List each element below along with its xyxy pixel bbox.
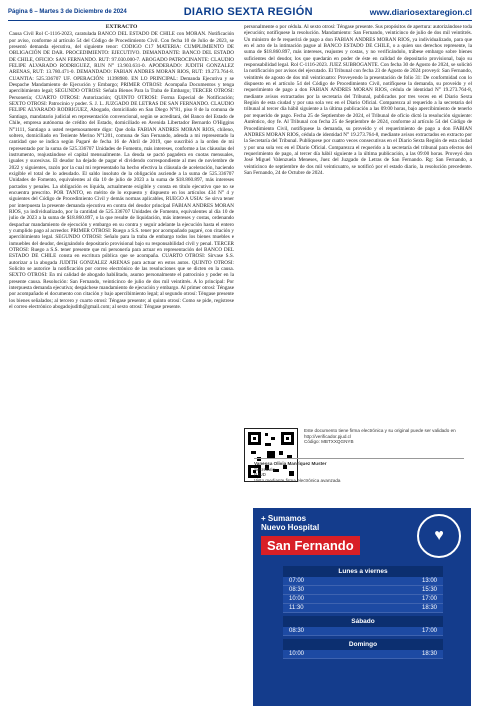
schedule-row: [283, 650, 443, 659]
schedule-time: 10:00: [289, 651, 305, 657]
ad-headline-line2: Nuevo Hospital: [261, 523, 320, 532]
extracto-title: EXTRACTO: [105, 24, 138, 30]
schedule-time: 08:30: [289, 587, 305, 593]
ad-badge: San Fernando: [261, 536, 360, 555]
newspaper-title: DIARIO SEXTA REGIÓN: [183, 6, 313, 18]
schedule-row: [283, 627, 443, 636]
schedule-time: 11:30: [289, 605, 304, 611]
hospital-advertisement: [253, 508, 471, 706]
schedule-header-weekdays: Lunes a viernes: [283, 566, 443, 577]
schedule-time: 08:30: [289, 628, 305, 634]
schedule-time: 18:30: [421, 605, 437, 611]
schedule-time: 13:00: [421, 578, 437, 584]
extracto-body-right: personalmente o por cédula. Al sexto otrosí: Téngase presente. Sus propósitos de apertura: autorizándose toda ejecución; notifíquese la resolución. Mandamiento: San Fernando, veinticinco de julio de dos mil veintitrés. Un ministro de fe requerirá de pago a don FABIAN ANDRES MORAN RIOS, ya individualizado, para que en el acto de la intimación pague al BANCO ESTADO DE CHILE, o a quien sus derechos represente, la suma de $18.860.897, más intereses, reajustes y costas, y no verificándolo, trábese embargo sobre bienes suficientes del deudor, los que quedarán en poder de éste en calidad de depositario provisional, bajo su responsabilidad legal. Rol C-1116-2023. JUEZ SUBROGANTE. Con fecha 30 de Agosto de 2024, se solicitó la notificación por avisos del ejecutado. El Tribunal con fecha 23 de Agosto de 2024 proveyó: San Fernando, veintitrés de agosto de dos mil veinticuatro: Proveyendo la presentación de folio 31: De conformidad con lo dispuesto en el artículo 54 del Código de Procedimiento Civil, notifíquese la demanda, su proveído y el requerimiento de pago a don FABIAN ANDRES MORAN RIOS, cédula de identidad N° 19.273.764-8, mediante avisos extractados por la secretaria del Tribunal, publicados por tres veces en el Diario Sexta Región de esta ciudad y por una sola vez en el Diario Oficial. Comparezca al requerido a la secretaria del tribunal al tercer día hábil siguiente a la última publicación a las 09:00 horas, bajo apercibimiento de tenerlo por requerido de pago. Fecha 25 de Septiembre de 2024, el Tribunal de oficio dictó la resolución siguiente: Auténtico, doy fe. Al Tribunal con fecha 25 de Septiembre de 2024, conforme al artículo 54 del Código de Procedimiento Civil, notifíquese la demanda, su proveído y el requerimiento de pago a don FABIAN ANDRES MORAN RIOS, cédula de identidad N° 19.273.764-8, mediante avisos extractados en extracto por la Secretaría del Tribunal. Publíquese por cuatro veces consecutivas en el Diario Sexta Región de esta ciudad y por una sola vez en el Diario Oficial. Comparezca el requerido a la secretaría del tribunal para efectos del requerimiento de pago, al tercer día hábil siguiente a la última publicación, a las 09:00 horas. Proveyó don José Miguel Valenzuela Meneses, Juez del Juzgado de Letras de San Fernando. Rg: San Fernando, a veinticinco de septiembre de dos mil veinticuatro, se notificó por el estado diario, la resolución precedente. San Fernando, 24 de Octubre de 2024.: [244, 24, 472, 176]
schedule-time: 17:00: [421, 596, 437, 602]
schedule-time: 18:30: [421, 651, 437, 657]
website-url[interactable]: www.diariosextaregion.cl: [369, 7, 472, 17]
page-header: [8, 4, 472, 21]
health-logo-icon: ♥: [417, 514, 461, 558]
extracto-body-left: Causa Civil Rol C-1116-2023, caratulada BANCO DEL ESTADO DE CHILE con MORAN. Notificación por aviso, conforme al artículo 54 del Código de Procedimiento Civil. Con fecha 10 de Julio de 2023, se presentó demanda ejecutiva, del siguiente tenor: CODIGO C17 MATERIA: CUMPLIMIENTO DE OBLIGACIÓN DE DAR. PROCEDIMIENTO: EJECUTIVO. DEMANDANTE: BANCO DEL ESTADO DE CHILE, OFICIO: SAN FERNANDO. RUT: 97.030.000-7. ABOGADO PATROCINANTE: CLAUDIO FELIPE ALVARADO RODRIGUEZ, RUN N° 13.903.631-0. APODERADO: JUDITH GONZALEZ ARENAS, RUT: 13.780.471-0. DEMANDADO: FABIAN ANDRES MORAN RIOS, RUT: 19.273.764-8. CUANTIA: 525.336707 UF. OPERACIÓN: 11398980. EN LO PRINCIPAL: Demanda Ejecutiva y se Despache Mandamiento de Ejecución y Embargo; PRIMER OTROSI: Acompaña Documentos y tenga apercibimiento legal; SEGUNDO OTROSI: Señala Bienes Para la Traba de Embargo; TERCER OTROSI: Personería; CUARTO OTROSI: Autorización; QUINTO OTROSI: Forma Especial de Notificación; SEXTO OTROSI: Patrocinio y poder. S. J. L. JUZGADO DE LETRAS DE SAN FERNANDO. CLAUDIO FELIPE ALVARADO RODRIGUEZ, Abogado, domiciliado en San Diego N°81, piso 8 de la comuna de Santiago, mandatario judicial en representación convencional, según se acreditará, del Banco del Estado de Chile, empresa autónoma de crédito del Estado, domiciliado en Avenida Libertador Bernardo O'Higgins N°1111, Santiago a usted respetuosamente digo: Que doña FABIAN ANDRES MORAN RIOS, chileno, soltero, domiciliado en Teniente Merino N°1201, comuna de San Fernando, adeuda a mi representado la cantidad que se indica según Pagaré de fecha 16 de Abril de 2019, que suscribió a la orden de mi representado por la suma de 525.336707 Unidades de Fomento, más intereses, conforme a las cláusulas del instrumento, reajustándose el capital mensualmente. La deuda se pactó pagadera en cuotas mensuales, iguales y sucesivas. El deudor ha dejado de pagar el dividendo correspondiente al mes de noviembre de 2022 y siguientes, razón por la cual mi representado ha hecho efectiva la cláusula de aceleración, haciendo exigible el total de lo adeudado. El saldo insoluto de la obligación asciende a la suma de 525.336707 Unidades de Fomento, equivalentes al día 10 de julio de 2023 a la suma de $18.860.897, más intereses pactados y penales. La obligación es líquida, actualmente exigible y consta en título ejecutivo que no se encuentra prescrito. POR TANTO, en mérito de lo expuesto y dispuesto en los artículos 434 N° 4 y siguientes del Código de Procedimiento Civil y demás normas aplicables, RUEGO A USIA: Se sirva tener por interpuesta la presente demanda ejecutiva en contra del deudor principal FABIAN ANDRES MORAN RIOS, ya individualizado, por la cantidad de 525.336707 Unidades de Fomento, equivalentes al día 10 de julio de 2023 a la suma de $18.860.897, o la que resulte de liquidación, más intereses y costas, ordenando despachar mandamiento de ejecución y embargo en su contra y seguir adelante la ejecución hasta el entero y cumplido pago al acreedor. PRIMER OTROSI: Ruego a S.S. tener por acompañado pagaré, con citación y apercibimiento legal. SEGUNDO OTROSI: Señalo para la traba de embargo todos los bienes muebles e inmuebles del deudor, designándolo depositario provisional bajo su responsabilidad civil y penal. TERCER OTROSI: Ruego a S.S. tener presente que mi personería para actuar en representación del BANCO DEL ESTADO DE CHILE consta en escritura pública que se acompaña. CUARTO OTROSI: Sírvase S.S. autorizar a la abogada JUDITH GONZALEZ ARENAS para actuar en estos autos. QUINTO OTROSI: Solicito se autorice la notificación por correo electrónico de las resoluciones que se dicten en la causa. SEXTO OTROSI: En mi calidad de abogado habilitado, asumo personalmente el patrocinio y poder en la presente causa. Resolución: San Fernando, veinticinco de julio de dos mil veintitrés. A lo principal: Por interpuesta demanda ejecutiva; despáchese mandamiento de ejecución y embargo. Al primer otrosí: Téngase por acompañado el documento con citación y bajo apercibimiento legal; al segundo otrosí: Téngase presente los bienes señalados; al tercero y cuarto otrosí: Téngase presente; al quinto otrosí: Como se pide, regístrese el correo electrónico abogadojudith@gmail.com; al sexto otrosí: Téngase presente.: [9, 31, 234, 311]
signature-note: Visto mediante firma electrónica avanzada: [254, 477, 341, 483]
schedule-time: 17:00: [421, 628, 437, 634]
verification-code: Código: MBTXXQGNYB: [304, 439, 354, 445]
bus-schedule: [283, 563, 443, 659]
schedule-row: [283, 604, 443, 613]
schedule-header-sunday: Domingo: [283, 639, 443, 650]
schedule-row: [283, 586, 443, 595]
extracto-column-right: [244, 24, 472, 414]
schedule-header-saturday: Sábado: [283, 616, 443, 627]
page-date: Página 6 – Martes 3 de Diciembre de 2024: [8, 9, 127, 15]
signer-name: Vanessa Olivia Manríquez Muster: [254, 461, 327, 466]
extracto-column-left: [9, 24, 234, 706]
ad-headline-line1: + Sumamos: [261, 514, 307, 523]
schedule-row: [283, 577, 443, 586]
schedule-time: 15:30: [421, 587, 437, 593]
signer-court: PJUD: [254, 472, 266, 478]
schedule-time: 10:00: [289, 596, 305, 602]
signature-block: [254, 458, 464, 498]
schedule-time: 07:00: [289, 578, 305, 584]
verification-text: Este documento tiene firma electrónica y su original puede ser validado en http://verificador.pjud.cl: [304, 428, 456, 439]
schedule-row: [283, 595, 443, 604]
signer-role: Secretario: [254, 466, 275, 472]
ad-headline: [261, 514, 319, 532]
